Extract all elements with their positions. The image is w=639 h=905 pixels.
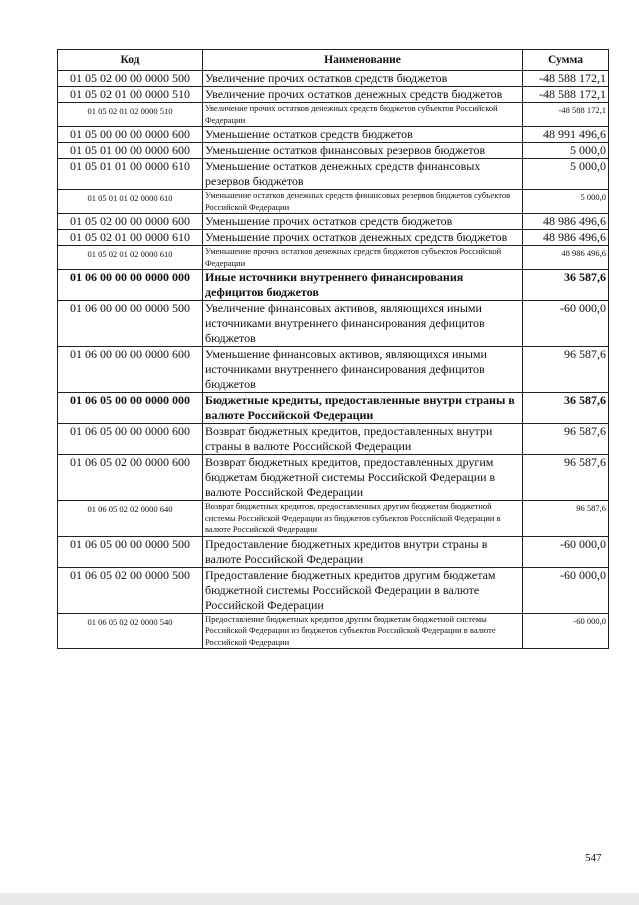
page-number: 547 <box>585 852 602 864</box>
row-name-cell: Иные источники внутреннего финансирования дефицитов бюджетов <box>203 270 523 301</box>
row-code-cell: 01 05 02 01 00 0000 510 <box>58 87 203 103</box>
page-bottom-edge <box>0 893 639 905</box>
table-row <box>58 214 609 230</box>
row-sum-cell: 5 000,0 <box>523 159 609 190</box>
row-code-cell: 01 06 05 02 02 0000 540 <box>58 613 203 649</box>
table-row <box>58 71 609 87</box>
row-name-cell: Уменьшение остатков денежных средств финансовых резервов бюджетов <box>203 159 523 190</box>
row-sum-cell: 5 000,0 <box>523 143 609 159</box>
row-sum-cell: -60 000,0 <box>523 567 609 613</box>
row-sum-cell: 5 000,0 <box>523 190 609 214</box>
table-row <box>58 301 609 347</box>
table-row <box>58 143 609 159</box>
row-code-cell: 01 05 02 00 00 0000 500 <box>58 71 203 87</box>
row-name-cell: Бюджетные кредиты, предоставленные внутри страны в валюте Российской Федерации <box>203 393 523 424</box>
table-row <box>58 246 609 270</box>
table-row <box>58 190 609 214</box>
row-sum-cell: 96 587,6 <box>523 455 609 501</box>
row-code-cell: 01 06 05 00 00 0000 500 <box>58 536 203 567</box>
row-sum-cell: 48 991 496,6 <box>523 127 609 143</box>
table-row <box>58 567 609 613</box>
table-row <box>58 103 609 127</box>
row-sum-cell: 48 986 496,6 <box>523 230 609 246</box>
row-name-cell: Уменьшение прочих остатков денежных средств бюджетов субъектов Российской Федерации <box>203 246 523 270</box>
row-sum-cell: -48 588 172,1 <box>523 87 609 103</box>
row-name-cell: Уменьшение остатков средств бюджетов <box>203 127 523 143</box>
column-header-sum: Сумма <box>523 50 609 71</box>
row-code-cell: 01 06 00 00 00 0000 500 <box>58 301 203 347</box>
table-body <box>58 71 609 649</box>
row-name-cell: Предоставление бюджетных кредитов другим бюджетам бюджетной системы Российской Федерации из бюджетов субъектов Российской Федерации в валюте Российской Федерации <box>203 613 523 649</box>
row-name-cell: Предоставление бюджетных кредитов другим бюджетам бюджетной системы Российской Федерации в валюте Российской Федерации <box>203 567 523 613</box>
row-code-cell: 01 06 05 00 00 0000 600 <box>58 424 203 455</box>
table-row <box>58 127 609 143</box>
row-code-cell: 01 05 01 01 02 0000 610 <box>58 190 203 214</box>
row-name-cell: Предоставление бюджетных кредитов внутри страны в валюте Российской Федерации <box>203 536 523 567</box>
table-row <box>58 347 609 393</box>
table-row <box>58 613 609 649</box>
row-sum-cell: 36 587,6 <box>523 393 609 424</box>
table-row <box>58 393 609 424</box>
row-code-cell: 01 05 00 00 00 0000 600 <box>58 127 203 143</box>
row-sum-cell: 48 986 496,6 <box>523 246 609 270</box>
row-code-cell: 01 06 05 02 02 0000 640 <box>58 501 203 537</box>
table-row <box>58 536 609 567</box>
row-name-cell: Уменьшение прочих остатков денежных средств бюджетов <box>203 230 523 246</box>
row-name-cell: Возврат бюджетных кредитов, предоставленных внутри страны в валюте Российской Федерации <box>203 424 523 455</box>
row-sum-cell: -60 000,0 <box>523 536 609 567</box>
row-code-cell: 01 05 01 01 00 0000 610 <box>58 159 203 190</box>
row-code-cell: 01 06 00 00 00 0000 000 <box>58 270 203 301</box>
row-sum-cell: -48 588 172,1 <box>523 103 609 127</box>
row-code-cell: 01 06 05 02 00 0000 600 <box>58 455 203 501</box>
row-name-cell: Увеличение прочих остатков средств бюджетов <box>203 71 523 87</box>
row-sum-cell: 96 587,6 <box>523 347 609 393</box>
table-row <box>58 424 609 455</box>
row-sum-cell: -60 000,0 <box>523 301 609 347</box>
table-row <box>58 270 609 301</box>
row-code-cell: 01 06 05 02 00 0000 500 <box>58 567 203 613</box>
row-name-cell: Увеличение прочих остатков денежных средств бюджетов <box>203 87 523 103</box>
row-sum-cell: -60 000,0 <box>523 613 609 649</box>
row-name-cell: Уменьшение финансовых активов, являющихся иными источниками внутреннего финансирования дефицитов бюджетов <box>203 347 523 393</box>
budget-sources-table <box>57 49 609 649</box>
row-name-cell: Уменьшение остатков денежных средств финансовых резервов бюджетов субъектов Российской Федерации <box>203 190 523 214</box>
table-row <box>58 501 609 537</box>
table-header-row <box>58 50 609 71</box>
row-sum-cell: -48 588 172,1 <box>523 71 609 87</box>
column-header-name: Наименование <box>203 50 523 71</box>
table-row <box>58 87 609 103</box>
table-row <box>58 455 609 501</box>
column-header-code: Код <box>58 50 203 71</box>
row-sum-cell: 48 986 496,6 <box>523 214 609 230</box>
row-name-cell: Уменьшение остатков финансовых резервов бюджетов <box>203 143 523 159</box>
row-sum-cell: 36 587,6 <box>523 270 609 301</box>
row-code-cell: 01 05 01 00 00 0000 600 <box>58 143 203 159</box>
row-code-cell: 01 05 02 01 02 0000 510 <box>58 103 203 127</box>
row-code-cell: 01 06 00 00 00 0000 600 <box>58 347 203 393</box>
row-name-cell: Уменьшение прочих остатков средств бюджетов <box>203 214 523 230</box>
row-code-cell: 01 06 05 00 00 0000 000 <box>58 393 203 424</box>
row-sum-cell: 96 587,6 <box>523 424 609 455</box>
row-code-cell: 01 05 02 01 02 0000 610 <box>58 246 203 270</box>
row-name-cell: Увеличение прочих остатков денежных средств бюджетов субъектов Российской Федерации <box>203 103 523 127</box>
table-row <box>58 159 609 190</box>
row-name-cell: Возврат бюджетных кредитов, предоставленных другим бюджетам бюджетной системы Российской Федерации в валюте Российской Федерации <box>203 455 523 501</box>
row-name-cell: Возврат бюджетных кредитов, предоставленных другим бюджетам бюджетной системы Российской Федерации из бюджетов субъектов Российской Федерации в валюте Российской Федерации <box>203 501 523 537</box>
row-name-cell: Увеличение финансовых активов, являющихся иными источниками внутреннего финансирования дефицитов бюджетов <box>203 301 523 347</box>
row-sum-cell: 96 587,6 <box>523 501 609 537</box>
row-code-cell: 01 05 02 01 00 0000 610 <box>58 230 203 246</box>
table-row <box>58 230 609 246</box>
row-code-cell: 01 05 02 00 00 0000 600 <box>58 214 203 230</box>
